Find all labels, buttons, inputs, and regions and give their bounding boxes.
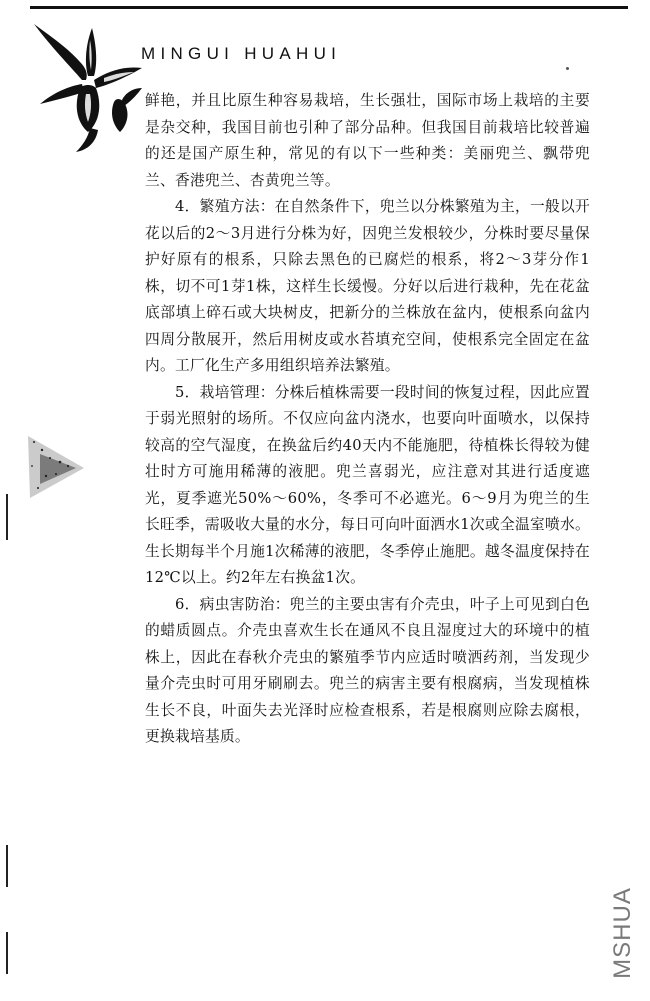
orchid-illustration-icon <box>30 18 145 153</box>
paragraph-pest-control: 6．病虫害防治：兜兰的主要虫害有介壳虫，叶子上可见到白色的蜡质圆点。介壳虫喜欢生长在通风不良且湿度过大的环境中的植株上，因此在春秋介壳虫的繁殖季节内应适时喷洒药剂，当发现少量介壳虫时可用牙刷刷去。兜兰的病害主要有根腐病，当发现植株生长不良，叶面失去光泽时应检查根系，若是根腐则应除去腐根，更换栽培基质。 <box>145 595 590 745</box>
top-rule <box>30 6 628 9</box>
watermark <box>603 870 643 995</box>
article-body <box>145 88 590 751</box>
margin-binding-line <box>6 845 8 887</box>
paragraph-propagation: 4．繁殖方法：在自然条件下，兜兰以分株繁殖为主，一般以开花以后的2～3月进行分株为好，因兜兰发根较少，分株时要尽量保护好原有的根系，只除去黑色的已腐烂的根系，将2～3芽分作1株，切不可1芽1株，这样生长缓慢。分好以后进行栽种，先在花盆底部填上碎石或大块树皮，把新分的兰株放在盆内，使根系向盆内四周分散展开，然后用树皮或水苔填充空间，使根系完全固定在盆内。工厂化生产多用组织培养法繁殖。 <box>145 198 590 374</box>
scan-speckle-mark <box>26 432 86 502</box>
specks-dot <box>566 67 569 70</box>
paragraph-cultivation: 5．栽培管理：分株后植株需要一段时间的恢复过程，因此应置于弱光照射的场所。不仅应向盆内浇水，也要向叶面喷水，以保持较高的空气湿度，在换盆后约40天内不能施肥，待植株长得较为健壮时方可施用稀薄的液肥。兜兰喜弱光，应注意对其进行适度遮光，夏季遮光50%～60%，冬季可不必遮光。6～9月为兜兰的生长旺季，需吸收大量的水分，每日可向叶面洒水1次或全温室喷水。生长期每半个月施1次稀薄的液肥，冬季停止施肥。越冬温度保持在12℃以上。约2年左右换盆1次。 <box>145 383 590 586</box>
margin-binding-line <box>6 494 8 540</box>
margin-binding-line <box>6 932 8 974</box>
watermark-text: MSHUA <box>609 886 637 979</box>
running-header-title: MINGUI HUAHUI <box>141 44 342 63</box>
paragraph-continued: 鲜艳，并且比原生种容易栽培，生长强壮，国际市场上栽培的主要是杂交种，我国目前也引种了部分品种。但我国目前栽培比较普遍的还是国产原生种，常见的有以下一些种类：美丽兜兰、飘带兜兰、香港兜兰、杏黄兜兰等。 <box>145 92 590 189</box>
